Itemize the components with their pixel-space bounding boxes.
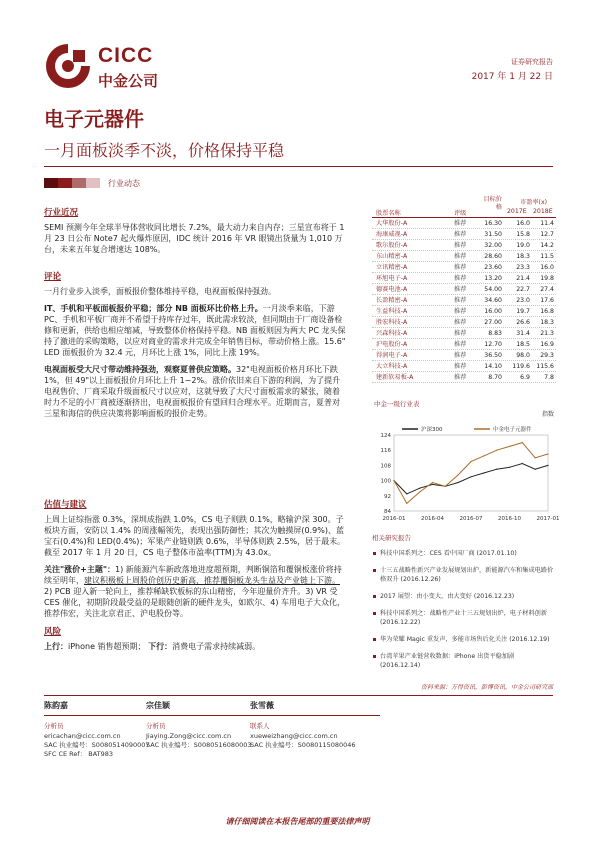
x-tick-label: 2017-01 bbox=[536, 516, 560, 522]
y-tick-label: 124 bbox=[380, 433, 391, 439]
performance-chart bbox=[372, 399, 560, 529]
cell-pe1: 23.0 bbox=[516, 297, 530, 304]
cicc-emblem-icon bbox=[44, 42, 92, 90]
author-email[interactable]: ericachan@cicc.com.cn bbox=[44, 732, 121, 740]
series-line-1 bbox=[394, 443, 548, 504]
cell-pe1: 6.9 bbox=[520, 374, 530, 381]
cell-rating: 推荐 bbox=[454, 253, 467, 260]
cell-rating: 推荐 bbox=[454, 297, 467, 304]
author-sac: SAC 执业编号：S0080115080046 bbox=[250, 741, 356, 749]
cell-pe1: 16.0 bbox=[516, 220, 530, 227]
author-name: 陈韵嘉 bbox=[44, 701, 174, 716]
logo-text-en: CICC bbox=[98, 44, 154, 67]
source-note: 资料来源：万得资讯，彭博资讯，中金公司研究部 bbox=[420, 684, 553, 691]
paragraph: 上行：iPhone 销售超预期； 下行：消费电子需求持续减弱。 bbox=[44, 642, 261, 651]
section-title: 评论 bbox=[44, 272, 62, 282]
author-email[interactable]: xueweizhang@cicc.com.cn bbox=[250, 732, 338, 740]
data-point bbox=[458, 482, 459, 483]
cell-pe1: 15.8 bbox=[516, 231, 530, 238]
related-item[interactable]: 2017 展望：由小变大，由大变好 (2016.12.23) bbox=[372, 592, 556, 601]
cell-price: 12.70 bbox=[484, 341, 502, 348]
related-item[interactable]: 十三五战略性新兴产业发展规划出炉，新能源汽车和集成电路价格双升 (2016.12.26) bbox=[372, 566, 556, 584]
cell-price: 54.00 bbox=[484, 286, 502, 293]
stock-rating-table bbox=[372, 196, 556, 383]
data-point bbox=[406, 493, 407, 494]
x-tick-label: 2016-10 bbox=[498, 516, 521, 522]
data-point bbox=[547, 465, 548, 466]
cell-pe2: 19.8 bbox=[540, 275, 554, 282]
cell-rating: 推荐 bbox=[454, 363, 467, 370]
cell-name: 生益科技-A bbox=[376, 308, 408, 315]
source-divider bbox=[44, 695, 553, 696]
author-email[interactable]: Jiaying.Zong@cicc.com.cn bbox=[146, 732, 232, 740]
cell-name: 海康威视-A bbox=[376, 231, 408, 238]
related-item[interactable]: 台湾苹果产业链营收数据：iPhone 出货平稳加剧 (2016.12.14) bbox=[372, 652, 556, 670]
cell-price: 13.20 bbox=[484, 275, 502, 282]
chart-canvas bbox=[372, 399, 560, 529]
cell-pe2: 115.6 bbox=[536, 363, 554, 370]
data-point bbox=[522, 463, 523, 464]
section-title: 估值与建议 bbox=[44, 500, 87, 510]
table-body bbox=[372, 218, 556, 383]
cell-name: 德赛电池-A bbox=[376, 286, 408, 293]
tag-color-bar bbox=[44, 178, 100, 188]
table-row bbox=[372, 339, 556, 350]
cell-pe1: 18.5 bbox=[516, 341, 530, 348]
header-price: 目标价格 bbox=[483, 196, 502, 211]
cell-name: 兴森科技-A bbox=[376, 330, 408, 337]
cell-price: 32.00 bbox=[484, 242, 502, 249]
table-row bbox=[372, 251, 556, 262]
cell-pe2: 16.9 bbox=[540, 341, 554, 348]
cell-name: 建新软易板-A bbox=[376, 374, 414, 381]
author-sac: SAC 执业编号：S0080514090007 bbox=[44, 741, 150, 749]
data-point bbox=[496, 450, 497, 451]
legend-label: 中金电子元器件 bbox=[493, 427, 532, 433]
data-point bbox=[419, 488, 420, 489]
cell-price: 36.50 bbox=[484, 352, 502, 359]
cell-rating: 推荐 bbox=[454, 220, 467, 227]
logo-text-cn: 中金公司 bbox=[98, 72, 159, 90]
cell-rating: 推荐 bbox=[454, 231, 467, 238]
header-pe: 市盈率(x) bbox=[520, 199, 548, 206]
table-row bbox=[372, 240, 556, 251]
cell-name: 环旭电子-A bbox=[376, 275, 408, 282]
table-row bbox=[372, 262, 556, 273]
x-tick-label: 2016-04 bbox=[421, 516, 444, 522]
cell-rating: 推荐 bbox=[454, 330, 467, 337]
data-point bbox=[522, 442, 523, 443]
cell-pe2: 7.8 bbox=[544, 374, 554, 381]
related-item[interactable]: 科技中国系列之：CES 看中国厂商 (2017.01.10) bbox=[372, 549, 556, 558]
cell-pe2: 16.8 bbox=[540, 308, 554, 315]
legend-label: 沪深300 bbox=[421, 427, 443, 433]
data-point bbox=[535, 457, 536, 458]
cell-name: 东山精密-A bbox=[376, 253, 408, 260]
author-name: 宗佳颖 bbox=[146, 701, 276, 716]
author-sac: SAC 执业编号：S0080516080003 bbox=[146, 741, 252, 749]
cell-pe2: 17.6 bbox=[540, 297, 554, 304]
cell-rating: 推荐 bbox=[454, 286, 467, 293]
y-tick-label: 92 bbox=[384, 493, 391, 500]
table-row bbox=[372, 350, 556, 361]
author-role: 分析员 bbox=[146, 722, 166, 730]
cell-pe1: 119.6 bbox=[512, 363, 530, 370]
cell-pe1: 98.0 bbox=[516, 352, 530, 359]
author-name: 张雪薇 bbox=[250, 701, 380, 716]
cell-pe1: 26.6 bbox=[516, 319, 530, 326]
data-point bbox=[393, 480, 394, 481]
cell-price: 8.70 bbox=[488, 374, 502, 381]
data-point bbox=[445, 486, 446, 487]
table-row bbox=[372, 306, 556, 317]
cell-price: 8.83 bbox=[488, 330, 502, 337]
cell-name: 沪电股份-A bbox=[376, 341, 408, 348]
chart-title: 中金一级行业表 bbox=[374, 400, 420, 408]
section-industry bbox=[44, 208, 346, 255]
header-name: 股票名称 bbox=[376, 210, 401, 217]
y-tick-label: 84 bbox=[384, 509, 391, 515]
cell-price: 23.60 bbox=[484, 264, 502, 271]
cell-name: 大立科技-A bbox=[376, 363, 408, 370]
data-point bbox=[432, 484, 433, 485]
table-header bbox=[372, 196, 556, 218]
data-point bbox=[470, 461, 471, 462]
cell-pe2: 27.4 bbox=[540, 286, 554, 293]
cell-pe2: 11.5 bbox=[540, 253, 554, 260]
cell-pe2: 14.2 bbox=[540, 242, 554, 249]
data-point bbox=[547, 453, 548, 454]
cell-price: 14.10 bbox=[484, 363, 502, 370]
cell-pe1: 21.4 bbox=[516, 275, 530, 282]
section-title: 风险 bbox=[44, 627, 62, 637]
cell-price: 31.50 bbox=[484, 231, 502, 238]
related-list bbox=[372, 549, 556, 670]
related-research bbox=[372, 534, 556, 678]
cell-price: 16.30 bbox=[484, 220, 502, 227]
table-row bbox=[372, 229, 556, 240]
cell-rating: 推荐 bbox=[454, 275, 467, 282]
y-tick-label: 100 bbox=[380, 478, 391, 485]
authors-block bbox=[44, 701, 556, 816]
title-divider bbox=[44, 166, 553, 167]
cell-rating: 推荐 bbox=[454, 319, 467, 326]
data-point bbox=[406, 503, 407, 504]
paragraph: 电视面板受大尺寸带动维持强劲，观察夏普供应策略。32"电视面板价格月环比下跌 1%，但 49"以上面板报价月环比上升 1~2%。涨价依旧来自下游的利润，为了提升电视售价、厂商采取升级面板尺寸以应对，这就导致了大尺寸面板需求的紧张，随着时力不足的小厂商被逐渐挤出，电视面板报价有望回归合理水平。近期而言，夏普对三星和海信的供应决策将影响面板的报价走势。 bbox=[44, 365, 341, 418]
data-point bbox=[496, 469, 497, 470]
author-sfc: SFC CE Ref： BAT983 bbox=[44, 750, 114, 758]
report-date: 2017 年 1 月 22 日 bbox=[471, 72, 553, 82]
chart-unit: 指数 bbox=[541, 411, 554, 418]
paragraph: 上周上证综指涨 0.3%，深圳成指跌 1.0%，CS 电子则跌 0.1%，略输沪深 300。子板块方面，安防以 1.4% 的周涨幅领先，表现出强防御性；其次为触摸屏(0.9%)、蓝宝石(0.4%)和 LED(0.4%)；军果产业链则跌 0.6%，半导体则跌 2.5%，居于最末。截至 2017 年 1 月 20 日，CS 电子整体市盈率(TTM)为 43.0x。 bbox=[44, 515, 346, 557]
table-row bbox=[372, 295, 556, 306]
table-row bbox=[372, 372, 556, 383]
author-card bbox=[250, 701, 380, 750]
data-point bbox=[483, 472, 484, 473]
paragraph: 关注"涨价+主题"：1) 新能源汽车新政落地进度超预期，判断铜箔和覆铜板涨价将持续至明年，建议积极板上周股价创历史新高，推荐覆铜板龙头生益及产业链上下游。2) PCB 迎入新一轮向上，推荐稀缺软板标的东山精密，今年迎量价齐升。3) VR 受 CES 催化，初期阶段最受益的是眼随创新的硬件龙头，如欧尔、4) 车用电子大众化，推荐伟宏，关注北京君正、沪电股份等。 bbox=[44, 565, 346, 618]
data-point bbox=[535, 469, 536, 470]
section-valuation bbox=[44, 500, 346, 619]
table-row bbox=[372, 361, 556, 372]
x-tick-label: 2016-01 bbox=[382, 516, 406, 522]
cell-pe1: 23.3 bbox=[516, 264, 530, 271]
y-tick-label: 116 bbox=[380, 448, 391, 455]
cicc-logo bbox=[44, 42, 172, 92]
author-role: 联系人 bbox=[250, 722, 270, 730]
table-row bbox=[372, 273, 556, 284]
data-point bbox=[470, 476, 471, 477]
header-2018e: 2018E bbox=[533, 208, 553, 215]
cell-price: 16.00 bbox=[484, 308, 502, 315]
table-row bbox=[372, 317, 556, 328]
cell-pe2: 16.0 bbox=[540, 264, 554, 271]
cell-pe2: 18.3 bbox=[540, 319, 554, 326]
cell-pe1: 19.0 bbox=[516, 242, 530, 249]
related-item[interactable]: 科技中国系列之：战略性产业十三五规划出炉，电子材料创新 (2016.12.22) bbox=[372, 609, 556, 627]
author-role: 分析员 bbox=[44, 722, 64, 730]
section-comment bbox=[44, 272, 346, 419]
cell-pe1: 31.4 bbox=[516, 330, 530, 337]
cell-rating: 推荐 bbox=[454, 264, 467, 271]
cell-name: 大华股份-A bbox=[376, 220, 408, 227]
table-row bbox=[372, 284, 556, 295]
paragraph: IT、手机和平板面板报价平稳；部分 NB 面板环比价格上升。一月淡季来临，下游 PC、手机和平板厂商并不希望于持库存过年，既此需求较淡，但同期由于厂商设备检修和更新，供给也相应缩减，导致整体价格保持平稳。NB 面板则因为两大 PC 龙头保持了激进的采购策略，以应对商业的需求并完成全年销售目标，带动价格上涨。15.6" LED 面板报价为 32.4 元，月环比上涨 1%，同比上涨 19%。 bbox=[44, 304, 346, 357]
page-title: 电子元器件 bbox=[44, 107, 144, 131]
legal-footer: 请仔细阅读在本报告尾部的重要法律声明 bbox=[225, 817, 370, 826]
report-type: 证券研究报告 bbox=[511, 58, 553, 66]
report-category: 行业动态 bbox=[108, 179, 140, 188]
cell-rating: 推荐 bbox=[454, 242, 467, 249]
data-point bbox=[458, 474, 459, 475]
cell-name: 长盈精密-A bbox=[376, 297, 408, 304]
cell-price: 28.60 bbox=[484, 253, 502, 260]
header-2017e: 2017E bbox=[507, 208, 527, 215]
page-subtitle: 一月面板淡季不淡，价格保持平稳 bbox=[44, 141, 285, 160]
cell-name: 胜宏科技-A bbox=[376, 319, 408, 326]
cell-name: 立讯精密-A bbox=[376, 264, 408, 271]
cell-pe2: 11.4 bbox=[540, 220, 554, 227]
table-row bbox=[372, 328, 556, 339]
cell-rating: 推荐 bbox=[454, 341, 467, 348]
cell-rating: 推荐 bbox=[454, 352, 467, 359]
data-point bbox=[419, 491, 420, 492]
data-point bbox=[509, 467, 510, 468]
section-title: 行业近况 bbox=[44, 208, 79, 218]
paragraph: 一月行业步入淡季，面板报价整体维持平稳，电视面板保持强劲。 bbox=[44, 287, 276, 296]
header-rating: 评级 bbox=[454, 210, 467, 217]
x-tick-label: 2016-07 bbox=[459, 516, 483, 522]
cell-pe1: 19.7 bbox=[516, 308, 530, 315]
series-line-0 bbox=[394, 464, 548, 494]
cell-pe2: 29.3 bbox=[540, 352, 554, 359]
data-point bbox=[483, 455, 484, 456]
cell-pe2: 12.7 bbox=[540, 231, 554, 238]
table-row bbox=[372, 218, 556, 229]
cell-pe1: 18.3 bbox=[516, 253, 530, 260]
cell-rating: 推荐 bbox=[454, 374, 467, 381]
related-title: 相关研究报告 bbox=[372, 534, 411, 542]
cell-name: 歌尔股份-A bbox=[376, 242, 408, 249]
cell-price: 34.60 bbox=[484, 297, 502, 304]
data-point bbox=[509, 446, 510, 447]
cell-rating: 推荐 bbox=[454, 308, 467, 315]
cell-price: 27.00 bbox=[484, 319, 502, 326]
cell-name: 得润电子-A bbox=[376, 352, 408, 359]
paragraph: SEMI 预测今年全球半导体营收同比增长 7.2%，最大动力来自内存；三星宣布将于 1 月 23 日公布 Note7 起火爆炸原因，IDC 统计 2016 年 VR 眼镜出货量为 1,010 万台，未来五年复合增速达 108%。 bbox=[44, 223, 345, 254]
related-item[interactable]: 华为荣耀 Magic 重发声，多能市场售后化关注 (2016.12.19) bbox=[372, 635, 556, 644]
data-point bbox=[432, 482, 433, 483]
cell-pe2: 21.3 bbox=[540, 330, 554, 337]
cell-pe1: 22.7 bbox=[516, 286, 530, 293]
section-risk bbox=[44, 627, 346, 652]
y-tick-label: 108 bbox=[380, 463, 391, 470]
